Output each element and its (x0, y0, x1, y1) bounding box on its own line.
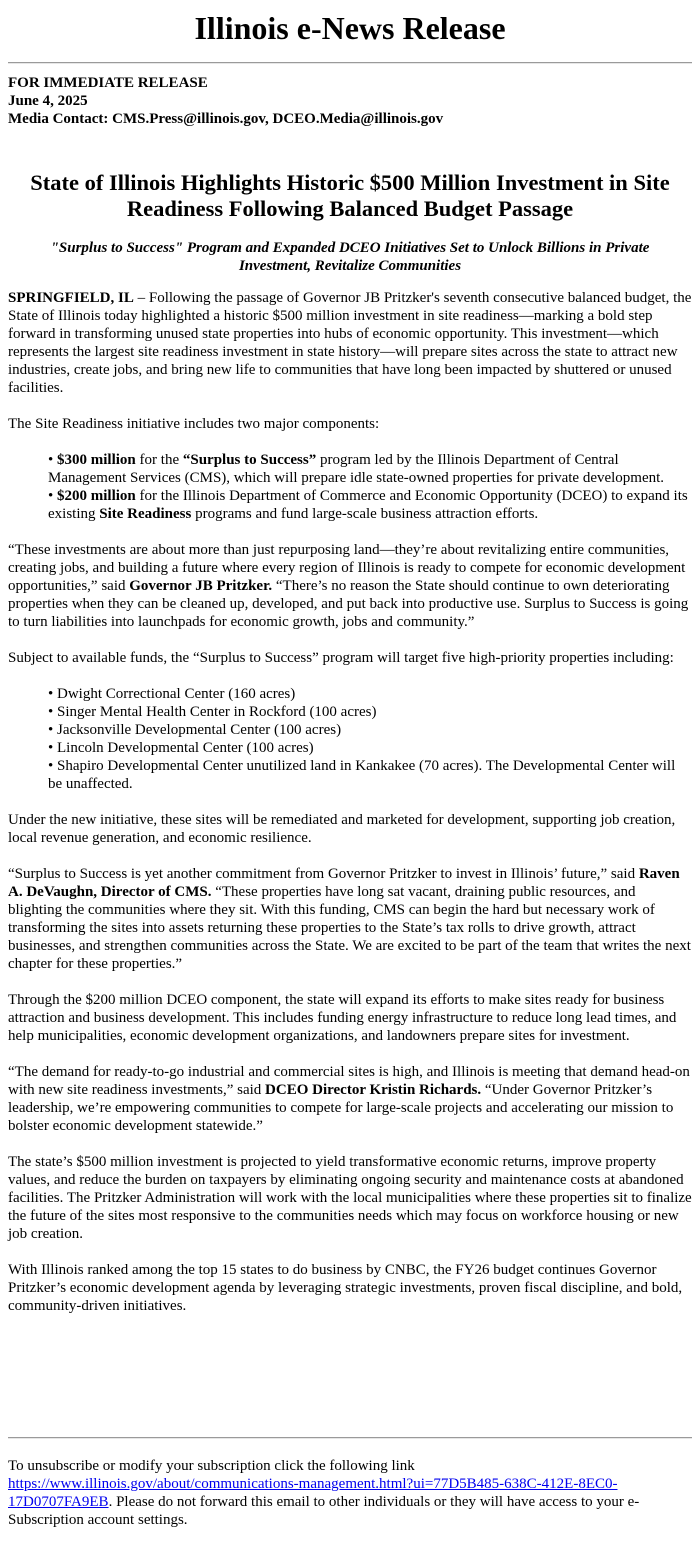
item-text: for the Illinois Department of Commerce and Economic Opportunity (DCEO) to expand its existing (48, 488, 688, 522)
article-body (8, 289, 692, 1315)
initiative-paragraph: Under the new initiative, these sites will be remediated and marketed for development, supporting job creation, local revenue generation, and economic resilience. (8, 812, 676, 846)
dceo-paragraph: Through the $200 million DCEO component, the state will expand its efforts to make sites ready for business attraction and business development. This includes funding energy infrastructure to reduce long lead times, and help municipalities, economic development organizations, and landowners prepare sites for investment. (8, 992, 677, 1044)
list-item: • Singer Mental Health Center in Rockford (100 acres) (48, 704, 377, 720)
unsubscribe-link[interactable]: https://www.illinois.gov/about/communications-management.html?ui=77D5B485-638C-412E-8EC0-17D0707FA9EB (8, 1476, 618, 1510)
sites-list (8, 685, 692, 793)
closing-paragraph: With Illinois ranked among the top 15 states to do business by CNBC, the FY26 budget continues Governor Pritzker’s economic development agenda by leveraging strategic investments, proven fiscal discipline, and bold, community-driven initiatives. (8, 1262, 683, 1314)
sites-intro: Subject to available funds, the “Surplus to Success” program will target five high-priority properties including: (8, 650, 674, 666)
list-item: • Dwight Correctional Center (160 acres) (48, 686, 296, 702)
list-item: • Lincoln Developmental Center (100 acres) (48, 740, 314, 756)
components-intro: The Site Readiness initiative includes two major components: (8, 416, 380, 432)
dceo-quote (8, 1063, 692, 1135)
list-item: • Shapiro Developmental Center unutilized land in Kankakee (70 acres). The Developmental Center will be unaffected. (48, 758, 676, 792)
unsubscribe-text (8, 1457, 692, 1529)
amount: $200 million (57, 488, 136, 504)
media-contact: Media Contact: CMS.Press@illinois.gov, DCEO.Media@illinois.gov (8, 111, 444, 127)
subheadline: "Surplus to Success" Program and Expanded DCEO Initiatives Set to Unlock Billions in Private Investment, Revitalize Communities (50, 240, 650, 274)
release-label: FOR IMMEDIATE RELEASE (8, 75, 208, 91)
quote-speaker: DCEO Director Kristin Richards. (265, 1082, 482, 1098)
newsletter-title: Illinois e-News Release (194, 10, 506, 46)
cms-quote (8, 865, 692, 973)
quote-text: “There’s no reason the State should continue to own deteriorating properties when they can be cleaned up, developed, and put back into productive use. Surplus to Success is going to turn liabilities into launchpads for economic growth, jobs and community.” (8, 578, 689, 630)
bullet-glyph: • (48, 488, 58, 504)
lead-text: – Following the passage of Governor JB Pritzker's seventh consecutive balanced budget, the State of Illinois today highlighted a historic $500 million investment in site readiness—marking a bold step forward in transforming unused state properties into hubs of economic opportunity. This investment—which represents the largest site readiness investment in state history—will prepare sites across the state to attract new industries, create jobs, and bring new life to communities that have long been impacted by shuttered or unused facilities. (8, 290, 692, 396)
quote-text: “Surplus to Success is yet another commitment from Governor Pritzker to invest in Illinois’ future,” said (8, 866, 639, 882)
quote-text: “These investments are about more than just repurposing land—they’re about revitalizing entire communities, creating jobs, and building a future where every region of Illinois is ready to compete for economic development opportunities,” said (8, 542, 686, 594)
bullet-glyph: • (48, 452, 58, 468)
item-text: program led by the Illinois Department of Central Management Services (CMS), which will prepare idle state-owned properties for private development. (48, 452, 665, 486)
item-text: programs and fund large-scale business attraction efforts. (191, 506, 539, 522)
item-text: for the (135, 452, 183, 468)
list-item: • Jacksonville Developmental Center (100 acres) (48, 722, 342, 738)
components-list (8, 451, 692, 523)
amount: $300 million (57, 452, 136, 468)
dateline: SPRINGFIELD, IL (8, 290, 134, 306)
quote-text: “These properties have long sat vacant, draining public resources, and blighting the communities where they sit. With this funding, CMS can begin the hard but necessary work of transforming the sites into assets returning these properties to the State’s tax rolls to drive growth, attract businesses, and strengthen communities across the State. We are excited to be part of the team that writes the next chapter for these properties.” (8, 884, 691, 972)
release-meta (0, 64, 700, 128)
release-date: June 4, 2025 (8, 93, 88, 109)
list-item (48, 487, 692, 523)
footer-text: To unsubscribe or modify your subscription click the following link (8, 1458, 415, 1474)
footer-text: . Please do not forward this email to other individuals or they will have access to your e-Subscription account settings. (8, 1494, 640, 1528)
program-name: Site Readiness (99, 506, 192, 522)
list-item (48, 451, 692, 487)
headline: State of Illinois Highlights Historic $500 Million Investment in Site Readiness Following Balanced Budget Passage (30, 170, 670, 221)
returns-paragraph: The state’s $500 million investment is projected to yield transformative economic returns, improve property values, and reduce the burden on taxpayers by eliminating ongoing security and maintenance costs at abandoned facilities. The Pritzker Administration will work with the local municipalities where these properties sit to finalize the future of the sites most responsive to the communities needs which may focus on workforce housing or new job creation. (8, 1154, 692, 1242)
footer (8, 1437, 692, 1529)
quote-speaker: Governor JB Pritzker. (129, 578, 273, 594)
program-name: “Surplus to Success” (182, 452, 317, 468)
quote-text: “Under Governor Pritzker’s leadership, we’re empowering communities to compete for large-scale projects and accelerating our mission to bolster economic development statewide.” (8, 1082, 674, 1134)
governor-quote (8, 541, 692, 631)
quote-text: “The demand for ready-to-go industrial and commercial sites is high, and Illinois is meeting that demand head-on with new site readiness investments,” said (8, 1064, 690, 1098)
footer-divider (8, 1437, 692, 1439)
quote-speaker: Raven A. DeVaughn, Director of CMS. (8, 866, 680, 900)
lead-paragraph (8, 289, 692, 397)
